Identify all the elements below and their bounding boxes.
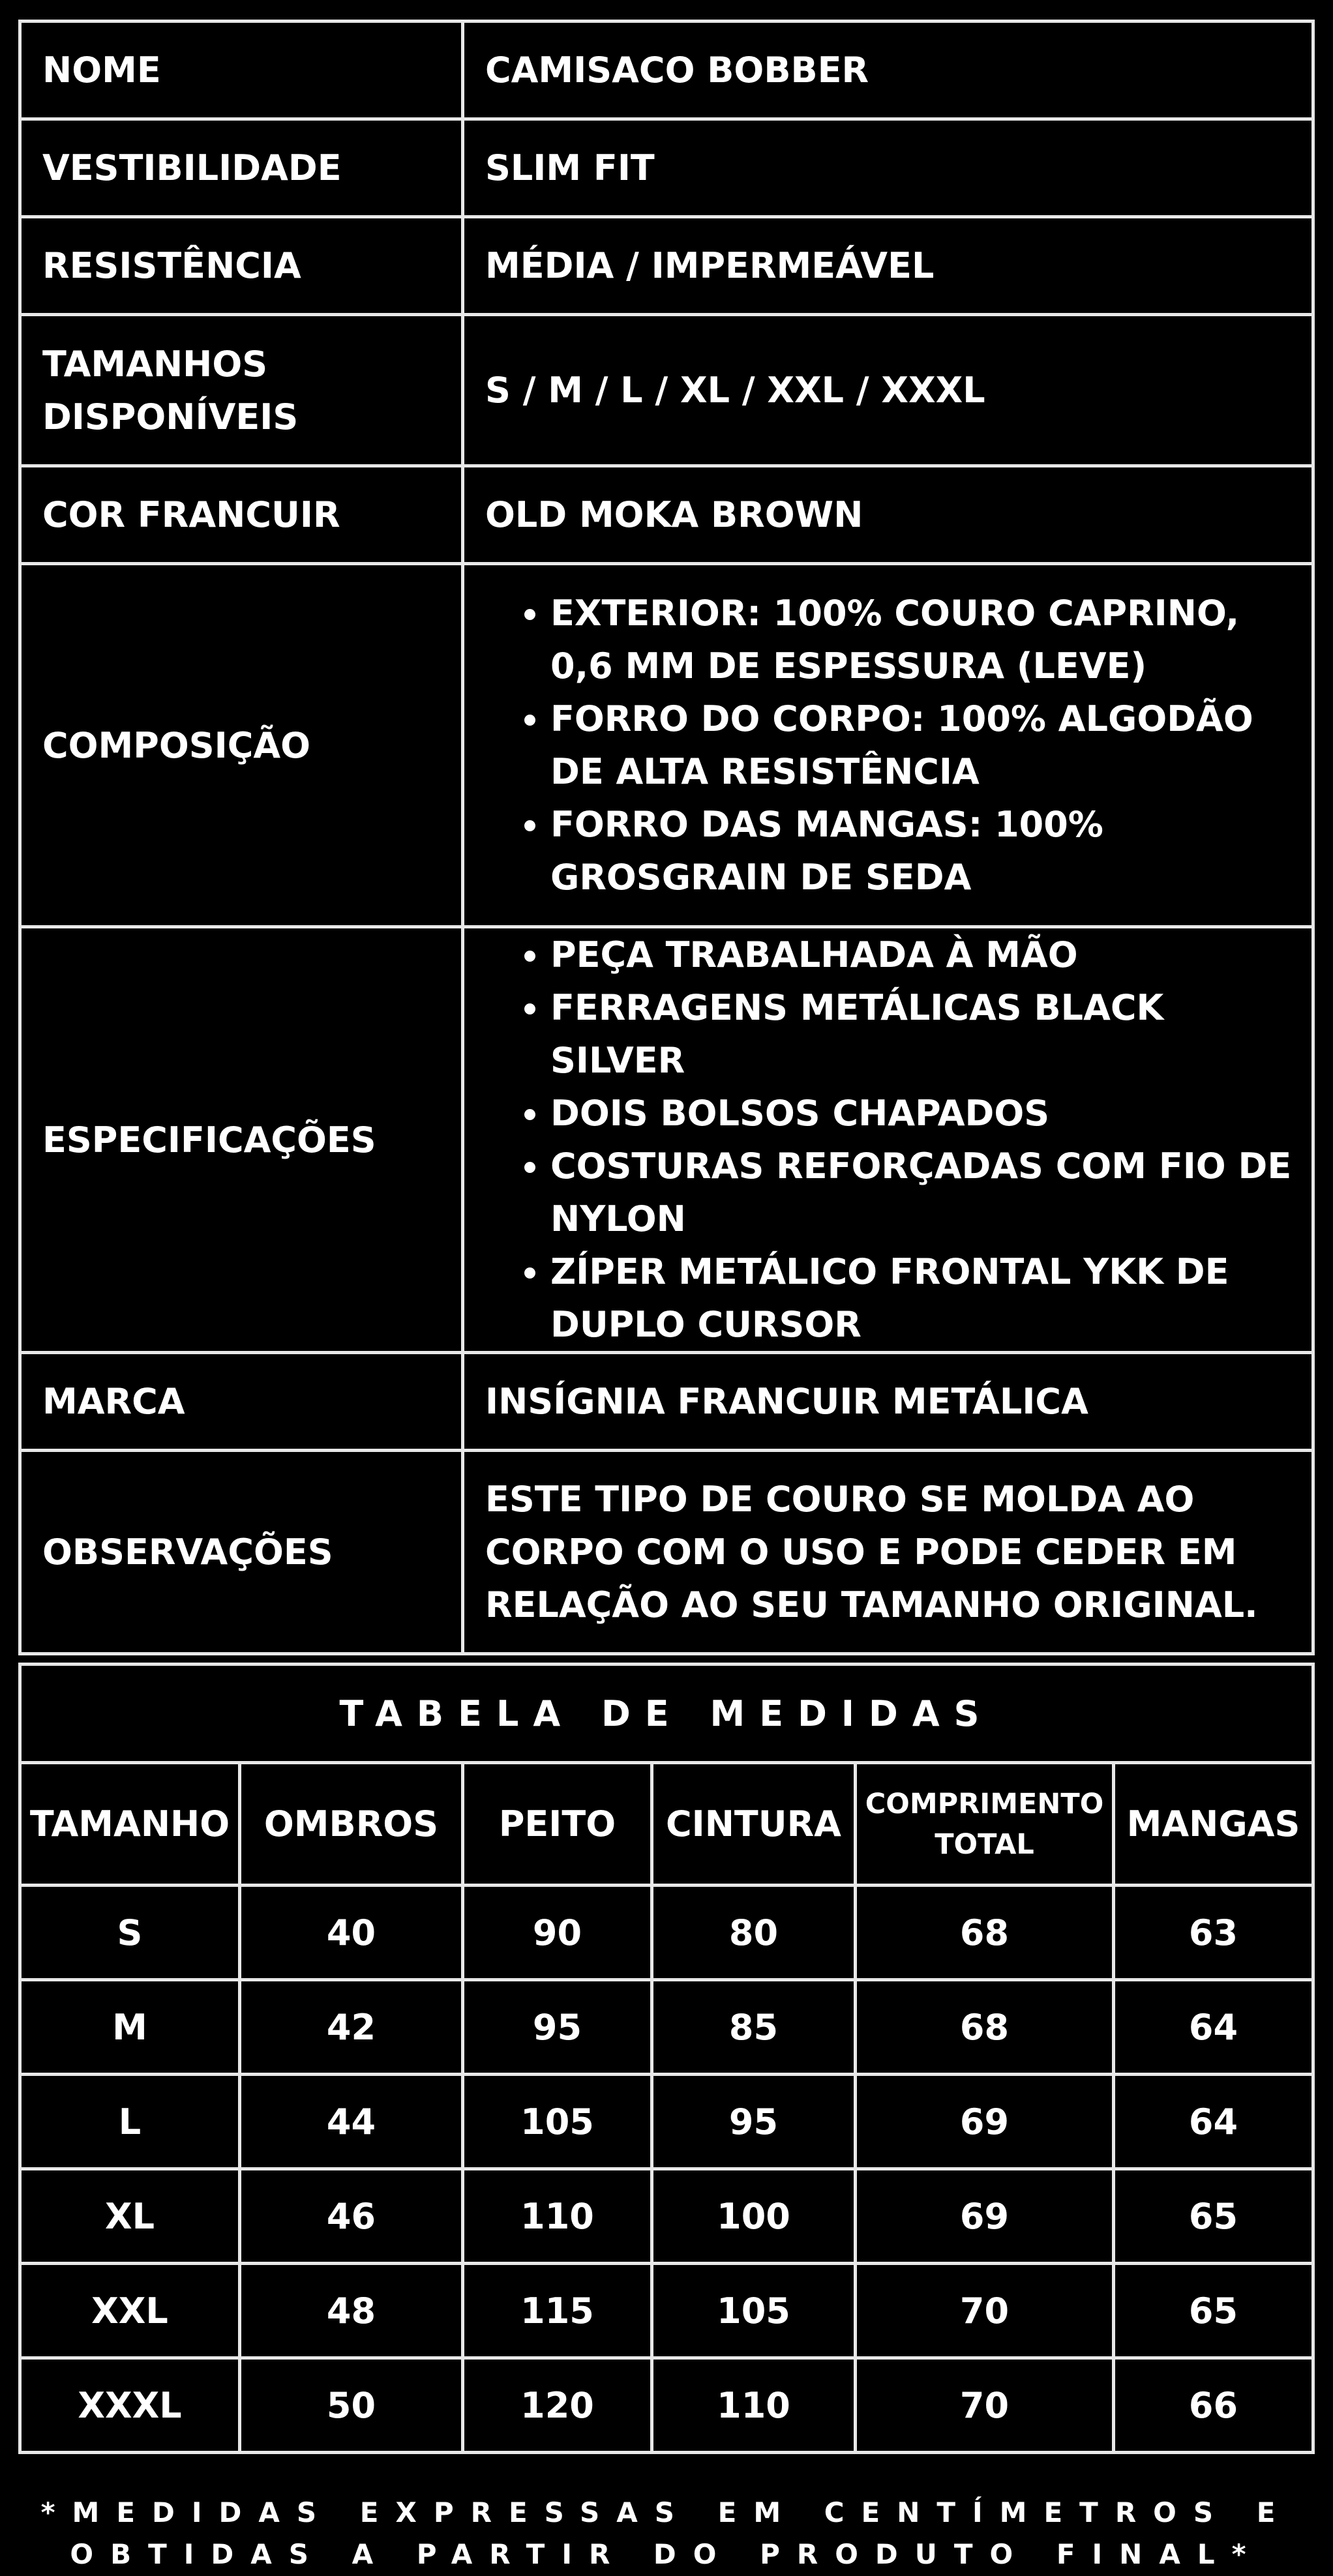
table-cell: 50 — [240, 2358, 463, 2453]
list-item: • EXTERIOR: 100% COURO CAPRINO, 0,6 MM DE ESPESSURA (LEVE) — [550, 587, 1292, 692]
list-item: • FERRAGENS METÁLICAS BLACK SILVER — [550, 981, 1292, 1087]
table-cell: 120 — [463, 2358, 652, 2453]
product-spec-table — [18, 20, 1315, 1655]
table-cell: 44 — [240, 2075, 463, 2169]
table-cell: 65 — [1114, 2264, 1313, 2358]
spec-value-list-cell — [463, 927, 1313, 1353]
size-chart-header-row — [20, 1763, 1313, 1886]
list-item: • DOIS BOLSOS CHAPADOS — [550, 1087, 1292, 1140]
spec-value: OLD MOKA BROWN — [463, 466, 1313, 564]
list-item: • COSTURAS REFORÇADAS COM FIO DE NYLON — [550, 1140, 1292, 1245]
spec-label: VESTIBILIDADE — [20, 119, 463, 217]
column-header-mangas: MANGAS — [1114, 1763, 1313, 1886]
size-chart-body — [20, 1886, 1313, 2453]
table-cell: 69 — [856, 2169, 1114, 2264]
table-cell: S — [20, 1886, 240, 1980]
table-cell: 90 — [463, 1886, 652, 1980]
spec-label: NOME — [20, 22, 463, 119]
table-cell: XXXL — [20, 2358, 240, 2453]
table-row — [20, 2169, 1313, 2264]
table-cell: 46 — [240, 2169, 463, 2264]
spec-row-observacoes — [20, 1451, 1313, 1654]
spec-value-list-cell — [463, 564, 1313, 927]
table-cell: 95 — [652, 2075, 856, 2169]
size-chart-title: TABELA DE MEDIDAS — [20, 1665, 1313, 1763]
spec-row-composicao — [20, 564, 1313, 927]
table-cell: XL — [20, 2169, 240, 2264]
footnote: *MEDIDAS EXPRESSAS EM CENTÍMETROS E OBTIDAS A PARTIR DO PRODUTO FINAL* — [40, 2496, 1293, 2570]
table-cell: 48 — [240, 2264, 463, 2358]
table-cell: 115 — [463, 2264, 652, 2358]
spec-value: CAMISACO BOBBER — [463, 22, 1313, 119]
table-cell: 70 — [856, 2358, 1114, 2453]
table-cell: 100 — [652, 2169, 856, 2264]
spec-row-vestibilidade — [20, 119, 1313, 217]
table-cell: L — [20, 2075, 240, 2169]
size-chart-table — [18, 1663, 1315, 2454]
list-item: • FORRO DAS MANGAS: 100% GROSGRAIN DE SEDA — [550, 798, 1292, 904]
table-cell: 95 — [463, 1980, 652, 2075]
table-cell: 85 — [652, 1980, 856, 2075]
table-cell: 63 — [1114, 1886, 1313, 1980]
table-cell: 80 — [652, 1886, 856, 1980]
table-row — [20, 1980, 1313, 2075]
spec-row-especificacoes — [20, 927, 1313, 1353]
spec-label: COR FRANCUIR — [20, 466, 463, 564]
spec-value: ESTE TIPO DE COURO SE MOLDA AO CORPO COM O USO E PODE CEDER EM RELAÇÃO AO SEU TAMANHO ORIGINAL. — [463, 1451, 1313, 1654]
table-cell: 105 — [463, 2075, 652, 2169]
table-cell: 70 — [856, 2264, 1114, 2358]
table-cell: XXL — [20, 2264, 240, 2358]
spec-row-nome — [20, 22, 1313, 119]
table-cell: 40 — [240, 1886, 463, 1980]
table-cell: 65 — [1114, 2169, 1313, 2264]
spec-row-tamanhos — [20, 315, 1313, 466]
column-header-tamanho: TAMANHO — [20, 1763, 240, 1886]
table-cell: 68 — [856, 1886, 1114, 1980]
column-header-ombros: OMBROS — [240, 1763, 463, 1886]
table-cell: 64 — [1114, 2075, 1313, 2169]
list-item: • FORRO DO CORPO: 100% ALGODÃO DE ALTA RESISTÊNCIA — [550, 692, 1292, 798]
spec-label: ESPECIFICAÇÕES — [20, 927, 463, 1353]
table-cell: 110 — [463, 2169, 652, 2264]
composition-list — [485, 587, 1292, 904]
table-cell: 66 — [1114, 2358, 1313, 2453]
size-chart-title-row — [20, 1665, 1313, 1763]
spec-value: S / M / L / XL / XXL / XXXL — [463, 315, 1313, 466]
table-row — [20, 2358, 1313, 2453]
table-cell: 69 — [856, 2075, 1114, 2169]
spec-label: TAMANHOS DISPONÍVEIS — [20, 315, 463, 466]
column-header-peito: PEITO — [463, 1763, 652, 1886]
specifications-list — [485, 928, 1292, 1351]
list-item: • PEÇA TRABALHADA À MÃO — [550, 928, 1292, 981]
column-header-cintura: CINTURA — [652, 1763, 856, 1886]
spec-row-cor — [20, 466, 1313, 564]
column-header-comprimento: COMPRIMENTO TOTAL — [856, 1763, 1114, 1886]
spec-value: MÉDIA / IMPERMEÁVEL — [463, 217, 1313, 315]
spec-label: OBSERVAÇÕES — [20, 1451, 463, 1654]
spec-row-resistencia — [20, 217, 1313, 315]
table-cell: 68 — [856, 1980, 1114, 2075]
table-cell: 110 — [652, 2358, 856, 2453]
spec-value: INSÍGNIA FRANCUIR METÁLICA — [463, 1353, 1313, 1451]
table-cell: M — [20, 1980, 240, 2075]
spec-label: RESISTÊNCIA — [20, 217, 463, 315]
table-cell: 105 — [652, 2264, 856, 2358]
spec-label: COMPOSIÇÃO — [20, 564, 463, 927]
table-row — [20, 2264, 1313, 2358]
table-row — [20, 2075, 1313, 2169]
spec-label: MARCA — [20, 1353, 463, 1451]
list-item: • ZÍPER METÁLICO FRONTAL YKK DE DUPLO CURSOR — [550, 1245, 1292, 1351]
table-cell: 42 — [240, 1980, 463, 2075]
table-row — [20, 1886, 1313, 1980]
spec-row-marca — [20, 1353, 1313, 1451]
spec-value: SLIM FIT — [463, 119, 1313, 217]
table-cell: 64 — [1114, 1980, 1313, 2075]
